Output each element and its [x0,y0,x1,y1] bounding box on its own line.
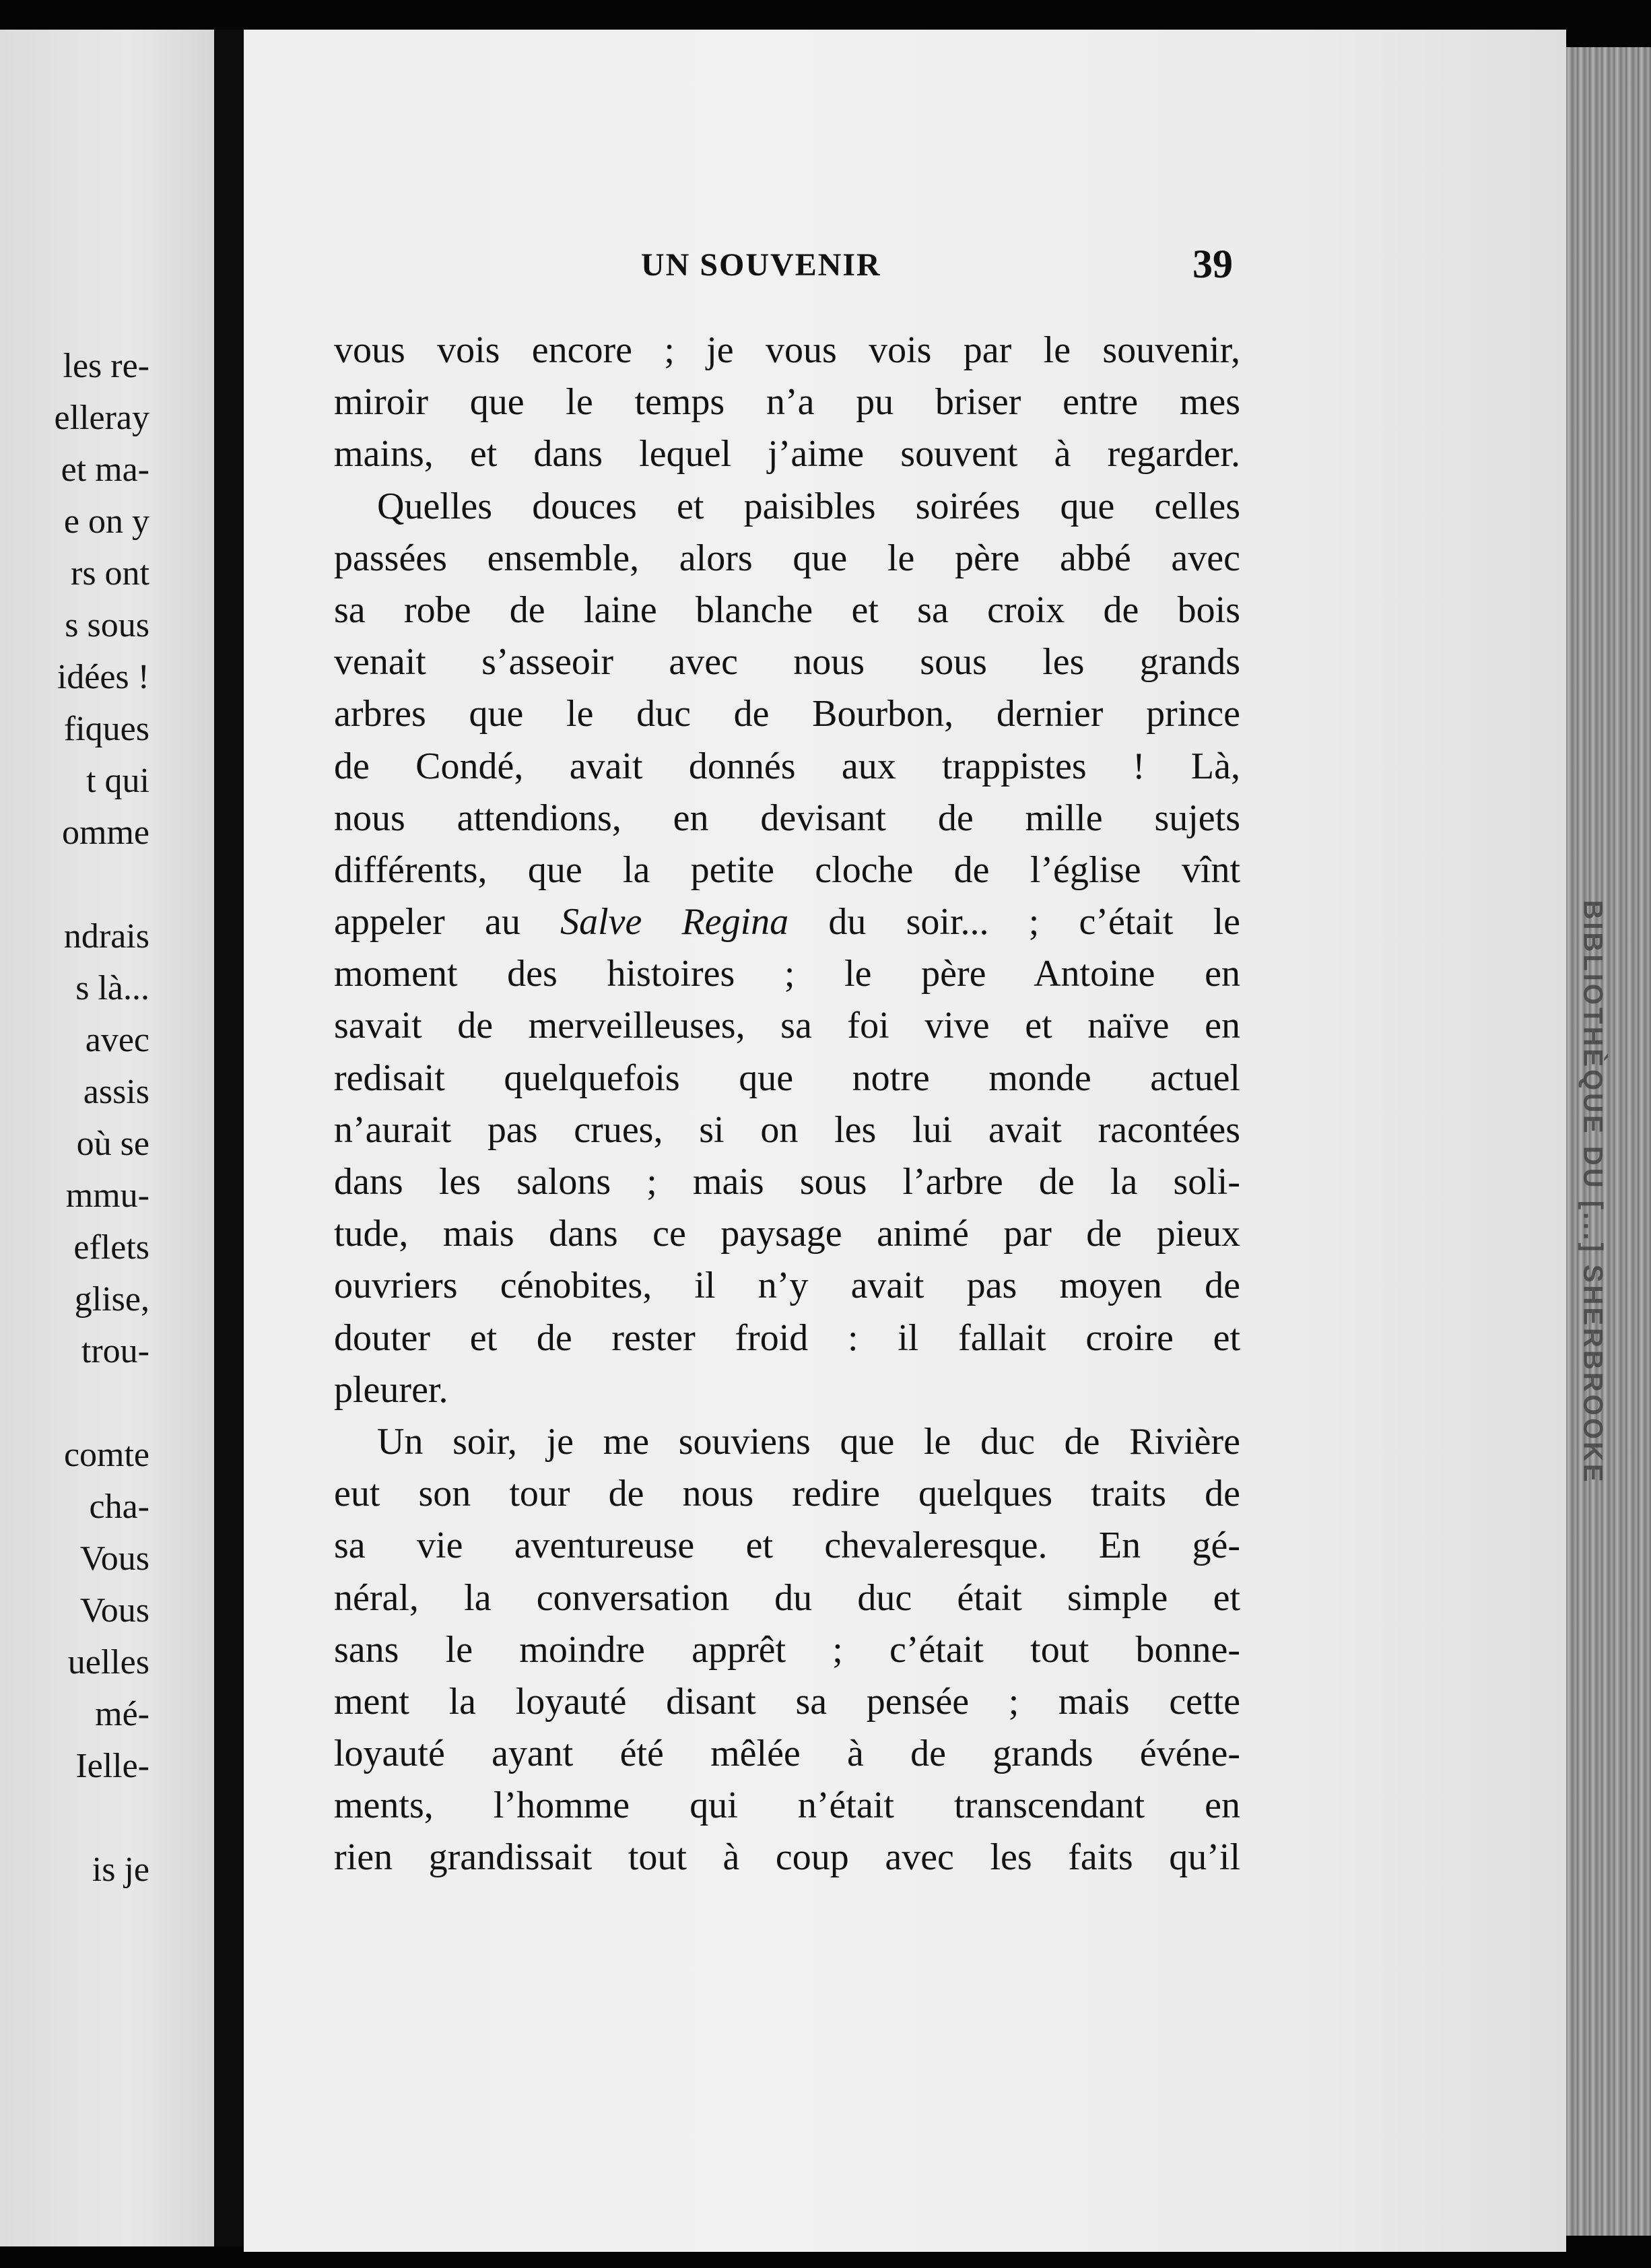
text-line: n’aurait pas crues, si on les lui avait racontées [334,1108,1240,1151]
page-number: 39 [1192,242,1233,286]
left-page-line: avec [85,1021,149,1059]
text-line: Quelles douces et paisibles soirées que celles [377,485,1240,527]
left-page-line: e on y [63,502,149,541]
left-page-line: comte [63,1436,149,1474]
italic-phrase: Salve Regina [560,901,789,943]
left-page-line: où se [76,1125,149,1163]
book-gutter [214,30,244,2246]
left-page-line: glise, [74,1280,149,1319]
library-stamp-text: BIBLIOTHÈQUE DU [...] SHERBROOKE [1578,899,1608,1485]
text-line: appeler au Salve Regina du soir... ; c’était le [334,901,1240,943]
text-line: différents, que la petite cloche de l’église vînt [334,848,1240,891]
text-line: redisait quelquefois que notre monde actuel [334,1057,1240,1099]
text-line: douter et de rester froid : il fallait croire et [334,1316,1240,1359]
text-line: venait s’asseoir avec nous sous les grands [334,641,1240,683]
left-page-line: Vous [79,1539,149,1578]
text-line: sans le moindre apprêt ; c’était tout bonne- [334,1628,1240,1671]
text-line: néral, la conversation du duc était simple et [334,1576,1240,1619]
text-line: arbres que le duc de Bourbon, dernier prince [334,693,1240,735]
text-line: savait de merveilleuses, sa foi vive et naïve en [334,1005,1240,1047]
text-line: loyauté ayant été mêlée à de grands événe- [334,1733,1240,1775]
left-page-line: t qui [86,762,149,800]
left-page-line: rs ont [71,554,149,593]
left-page-line: is je [92,1850,149,1889]
text-line: sa robe de laine blanche et sa croix de bois [334,589,1240,631]
text-line: dans les salons ; mais sous l’arbre de la soli- [334,1161,1240,1203]
text-line: tude, mais dans ce paysage animé par de pieux [334,1213,1240,1255]
running-head: UN SOUVENIR [641,247,881,283]
text-line: rien grandissait tout à coup avec les faits qu’il [334,1836,1240,1879]
left-page-line: omme [62,813,149,852]
left-page-line: s sous [65,606,149,644]
left-page-line: ndrais [63,917,149,956]
left-page-line: Ielle- [75,1747,149,1785]
text-line: moment des histoires ; le père Antoine en [334,953,1240,995]
left-page-line: les re- [63,347,149,385]
page-body-text [334,325,1240,1884]
left-page-line: idées ! [57,658,149,696]
left-page-line: et ma- [61,451,149,489]
left-page-line: eflets [73,1228,149,1267]
text-line: ment la loyauté disant sa pensée ; mais cette [334,1680,1240,1723]
text-line: mains, et dans lequel j’aime souvent à regarder. [334,433,1240,475]
left-page-line: assis [83,1073,149,1111]
library-stamp [1572,774,1613,1609]
text-line: de Condé, avait donnés aux trappistes ! Là, [334,745,1240,787]
left-page-line: cha- [89,1488,149,1526]
left-page-line: Vous [79,1591,149,1630]
left-page-line: s là... [75,969,149,1007]
text-line: eut son tour de nous redire quelques traits de [334,1473,1240,1515]
left-page-line: trou- [81,1332,149,1370]
text-line: pleurer. [334,1368,448,1411]
text-line: miroir que le temps n’a pu briser entre mes [334,381,1240,424]
text-line: nous attendions, en devisant de mille sujets [334,797,1240,839]
text-line: vous vois encore ; je vous vois par le souvenir, [334,329,1240,371]
previous-page-fragment [0,30,214,2246]
left-page-line: fiques [63,710,149,748]
text-line: ments, l’homme qui n’était transcendant en [334,1785,1240,1827]
left-page-line: mé- [95,1695,149,1733]
text-line: Un soir, je me souviens que le duc de Rivière [377,1420,1240,1463]
left-page-line: elleray [54,399,149,437]
left-page-line: uelles [67,1643,149,1681]
text-line: sa vie aventureuse et chevaleresque. En gé- [334,1525,1240,1567]
text-line: passées ensemble, alors que le père abbé avec [334,537,1240,579]
left-page-line: mmu- [65,1176,149,1215]
text-line: ouvriers cénobites, il n’y avait pas moyen de [334,1265,1240,1307]
